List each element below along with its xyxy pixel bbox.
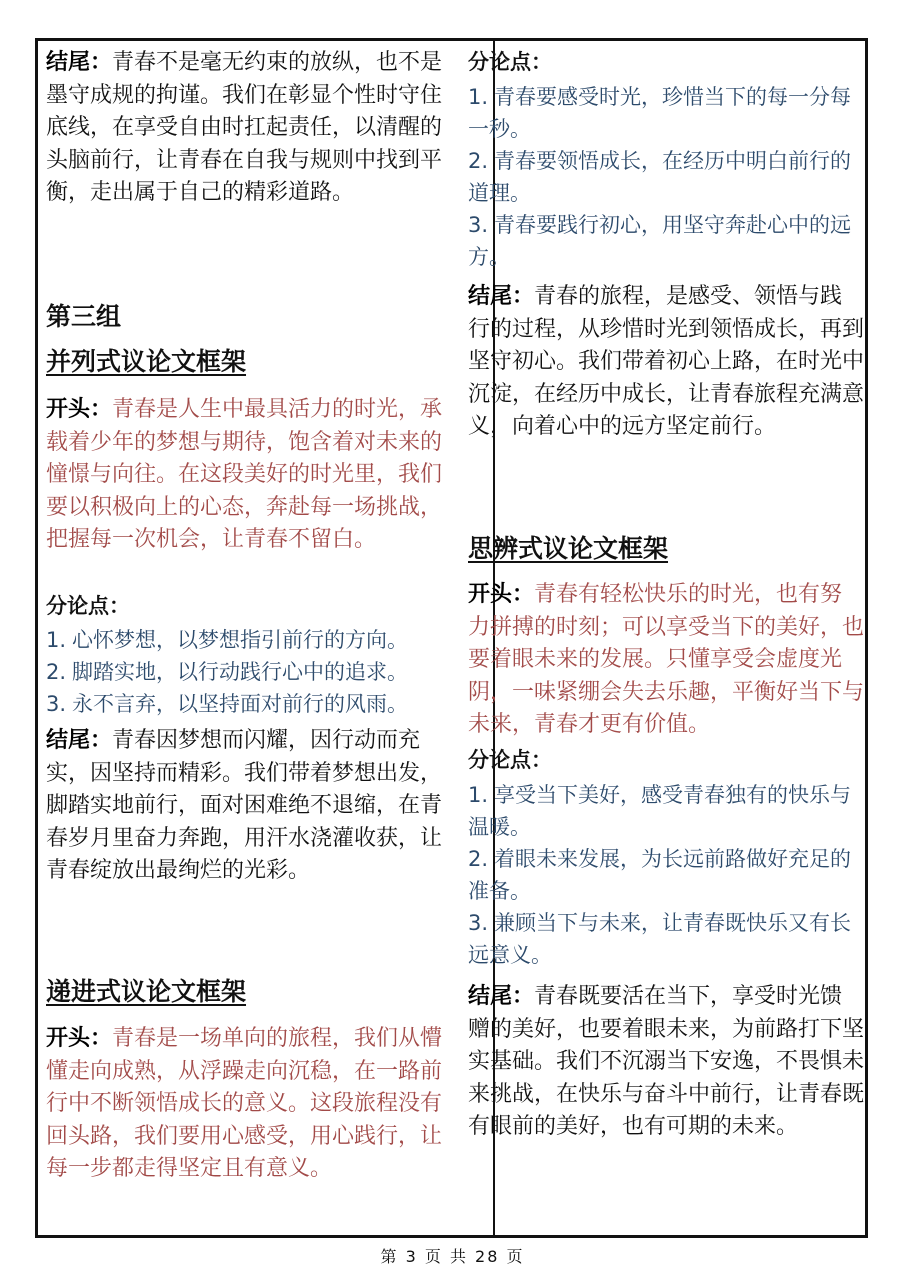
opening-text: 青春是一场单向的旅程，我们从懵懂走向成熟，从浮躁走向沉稳，在一路前行中不断领悟成长的意义。这段旅程没有回头路，我们要用心感受，用心践行，让每一步都走得坚定且有意义。 [46,1026,443,1181]
ending-label: 结尾： [46,50,113,75]
ending-text: 青春既要活在当下，享受时光馈赠的美好，也要着眼未来，为前路打下坚实基础。我们不沉溺当下安逸，不畏惧未来挑战，在快乐与奋斗中前行，让青春既有眼前的美好，也有可期的未来。 [468,984,865,1139]
points-label: 分论点： [468,748,552,772]
list-item [468,843,864,907]
list-item [46,656,466,688]
opening-paragraph [46,1023,451,1186]
ending-text: 青春的旅程，是感受、领悟与践行的过程，从珍惜时光到领悟成长，再到坚守初心。我们带着初心上路，在时光中沉淀，在经历中成长，让青春旅程充满意义，向着心中的远方坚定前行。 [468,284,865,439]
opening-text: 青春是人生中最具活力的时光，承载着少年的梦想与期待，饱含着对未来的憧憬与向往。在这段美好的时光里，我们要以积极向上的心态，奔赴每一场挑战，把握每一次机会，让青春不留白。 [46,397,443,552]
item-text: 兼顾当下与未来，让青春既快乐又有长远意义。 [468,911,852,967]
item-text: 心怀梦想，以梦想指引前行的方向。 [72,628,409,652]
ending-label: 结尾： [468,284,535,309]
item-text: 脚踏实地，以行动践行心中的追求。 [72,660,409,684]
list-item [468,81,864,145]
ending-label: 结尾： [468,984,535,1009]
list-item [468,779,864,843]
opening-paragraph [46,394,451,557]
list-item [468,209,864,273]
page-number: 第 3 页 共 28 页 [380,1247,525,1266]
item-text: 永不言弃，以坚持面对前行的风雨。 [72,692,409,716]
points-label: 分论点： [46,594,130,618]
section-title-parallel [46,344,246,380]
group-title: 第三组 [46,302,122,331]
item-number: 2. [46,660,67,684]
section-title-text: 并列式议论文框架 [46,347,247,376]
item-number: 1. [468,85,489,109]
opening-label: 开头： [46,1026,113,1051]
item-text: 青春要践行初心，用坚守奔赴心中的远方。 [468,213,852,269]
opening-label: 开头： [46,397,113,422]
section-title-dialectical [468,531,668,567]
item-text: 青春要领悟成长，在经历中明白前行的道理。 [468,149,852,205]
ending-text: 青春不是毫无约束的放纵，也不是墨守成规的拘谨。我们在彰显个性时守住底线，在享受自由时扛起责任，以清醒的头脑前行，让青春在自我与规则中找到平衡，走出属于自己的精彩道路。 [46,50,443,205]
item-number: 2. [468,149,489,173]
item-number: 1. [46,628,67,652]
section-title-progressive [46,974,246,1010]
ending-paragraph [468,981,864,1144]
item-number: 3. [468,911,489,935]
item-text: 着眼未来发展，为长远前路做好充足的准备。 [468,847,852,903]
page-frame [35,38,868,1238]
list-item [46,624,466,656]
opening-label: 开头： [468,582,535,607]
points-label: 分论点： [468,50,552,74]
points-list [46,624,466,720]
item-text: 享受当下美好，感受青春独有的快乐与温暖。 [468,783,852,839]
section-title-text: 思辨式议论文框架 [468,534,669,563]
list-item [468,907,864,971]
ending-label: 结尾： [46,728,113,753]
section-title-text: 递进式议论文框架 [46,977,247,1006]
ending-paragraph [468,281,864,444]
item-number: 3. [468,213,489,237]
opening-text: 青春有轻松快乐的时光，也有努力拼搏的时刻；可以享受当下的美好，也要着眼未来的发展。只懂享受会虚度光阴，一味紧绷会失去乐趣，平衡好当下与未来，青春才更有价值。 [468,582,865,737]
list-item [468,145,864,209]
points-list [468,779,864,971]
ending-paragraph [46,725,451,888]
points-list [468,81,864,273]
list-item [46,688,466,720]
item-number: 3. [46,692,67,716]
ending-text: 青春因梦想而闪耀，因行动而充实，因坚持而精彩。我们带着梦想出发，脚踏实地前行，面对困难绝不退缩，在青春岁月里奋力奔跑，用汗水浇灌收获，让青春绽放出最绚烂的光彩。 [46,728,443,883]
item-number: 2. [468,847,489,871]
item-text: 青春要感受时光，珍惜当下的每一分每一秒。 [468,85,852,141]
ending-paragraph [46,47,451,210]
opening-paragraph [468,579,864,742]
item-number: 1. [468,783,489,807]
